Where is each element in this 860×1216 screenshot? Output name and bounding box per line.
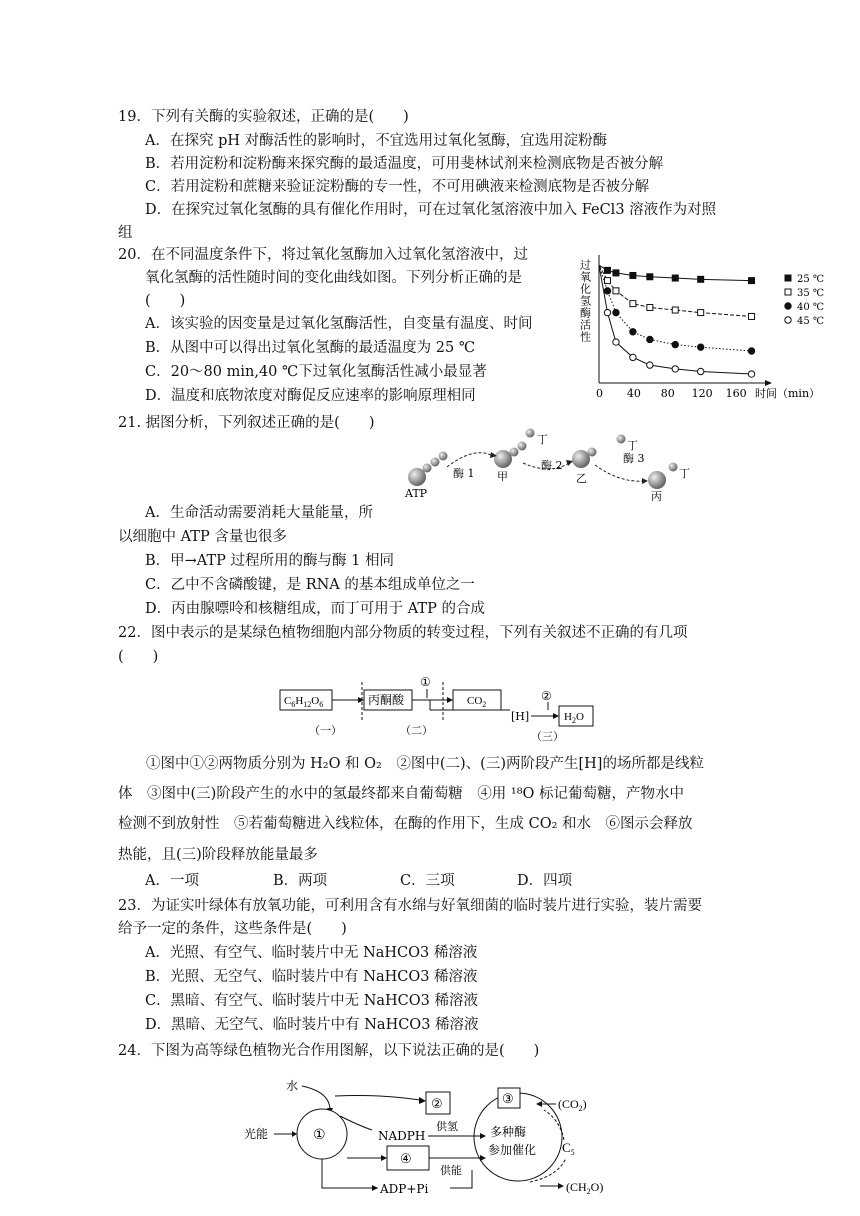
- q19-option-d: D．在探究过氧化氢酶的具有催化作用时，可在过氧化氢溶液中加入 FeCl3 溶液作为对照: [145, 202, 717, 218]
- q20-stem-2: 氧化氢酶的活性随时间的变化曲线如图。下列分析正确的是: [145, 270, 522, 286]
- label-light: 光能: [244, 1127, 269, 1141]
- label-enzyme-3: 酶 3: [623, 452, 645, 465]
- label-water: 水: [286, 1079, 299, 1093]
- q23-option-d: D．黑暗、无空气、临时装片中有 NaHCO3 稀溶液: [145, 1017, 479, 1033]
- data-point: [748, 371, 754, 377]
- q22-option-b: B．两项: [273, 873, 328, 889]
- data-point: [672, 307, 678, 313]
- q22-stem-1: 22．图中表示的是某绿色植物细胞内部分物质的转变过程，下列有关叙述不正确的有几项: [118, 625, 688, 641]
- data-point: [749, 278, 755, 284]
- q22-para-2: 体 ③图中(三)阶段产生的水中的氢最终都来自葡萄糖 ④用 ¹⁸O 标记葡萄糖，产物水中: [118, 786, 685, 802]
- stage-1-label: （一）: [309, 724, 342, 737]
- label-ding-3: 丁: [679, 467, 690, 480]
- data-point: [630, 272, 636, 278]
- q22-option-a: A．一项: [145, 873, 199, 889]
- q21-option-b: B．甲→ATP 过程所用的酶与酶 1 相同: [145, 553, 394, 569]
- q21-option-d: D．丙由腺嘌呤和核糖组成，而丁可用于 ATP 的合成: [145, 601, 485, 617]
- legend-label: 35 ℃: [797, 288, 825, 299]
- data-point: [613, 270, 619, 276]
- data-point: [697, 344, 703, 350]
- legend-marker: [785, 303, 791, 309]
- q22-option-c: C．三项: [400, 873, 455, 889]
- q19-option-a: A．在探究 pH 对酶活性的影响时，不宜选用过氧化氢酶，宜选用淀粉酶: [145, 133, 608, 149]
- q21-stem: 21. 据图分析，下列叙述正确的是( ): [118, 415, 375, 431]
- data-point: [647, 336, 653, 342]
- data-point: [647, 274, 653, 280]
- label-c5: $C_5$: [562, 1140, 575, 1157]
- q23-option-a: A．光照、有空气、临时装片中无 NaHCO3 稀溶液: [145, 945, 478, 961]
- data-point: [697, 368, 703, 374]
- q19-stem: 19．下列有关酶的实验叙述，正确的是( ): [118, 109, 409, 125]
- jia-ball: [494, 450, 512, 468]
- label-enzyme-1: 酶 1: [453, 467, 475, 480]
- data-point: [672, 275, 678, 281]
- label-h: [H]: [511, 710, 530, 723]
- legend-label: 40 ℃: [797, 302, 825, 313]
- data-point: [630, 354, 636, 360]
- label-nadph: NADPH: [378, 1129, 426, 1143]
- q21-option-c: C．乙中不含磷酸键，是 RNA 的基本组成单位之一: [145, 577, 475, 593]
- circled-2: ②: [541, 689, 552, 703]
- data-point: [698, 276, 704, 282]
- box-2: ②: [431, 1097, 443, 1112]
- q20-stem-1: 20．在不同温度条件下，将过氧化氢酶加入过氧化氢溶液中，过: [118, 247, 528, 263]
- q19-option-c: C．若用淀粉和蔗糖来验证淀粉酶的专一性，不可用碘液来检测底物是否被分解: [145, 179, 650, 195]
- data-point: [613, 288, 619, 294]
- label-supply-e: 供能: [440, 1164, 462, 1177]
- data-point: [604, 267, 610, 273]
- q22-para-4: 热能，且(三)阶段释放能量最多: [118, 847, 318, 863]
- label-yi: 乙: [576, 472, 587, 485]
- box-3: ③: [502, 1092, 514, 1107]
- circle-1: ①: [313, 1127, 326, 1143]
- stage-3-label: （三）: [531, 730, 564, 742]
- data-point: [672, 341, 678, 347]
- data-point: [672, 366, 678, 372]
- data-point: [647, 304, 653, 310]
- stage-2-label: （二）: [400, 724, 433, 737]
- respiration-diagram: [275, 672, 615, 742]
- label-ding-2: 丁: [627, 439, 638, 452]
- chart-ylabel: 过氧化氢酶活性: [578, 259, 592, 343]
- q22-para-3: 检测不到放射性 ⑤若葡萄糖进入线粒体，在酶的作用下，生成 CO₂ 和水 ⑥图示会释放: [118, 816, 693, 832]
- box-pyruvate: 丙酮酸: [368, 693, 405, 707]
- label-enzyme-2: 酶 2: [541, 459, 563, 472]
- x-tick-label: 120: [691, 387, 713, 400]
- label-ding-1: 丁: [537, 433, 548, 446]
- legend-label: 25 ℃: [797, 274, 825, 285]
- q19-option-b: B．若用淀粉和淀粉酶来探究酶的最适温度，可用斐林试剂来检测底物是否被分解: [145, 156, 664, 172]
- label-catalysis: 参加催化: [488, 1143, 537, 1157]
- q19-option-d-cont: 组: [118, 225, 133, 241]
- box-4: ④: [400, 1152, 412, 1167]
- label-co2: $(CO_2)$: [558, 1097, 587, 1113]
- yi-ball: [572, 450, 590, 468]
- label-enzymes: 多种酶: [490, 1125, 527, 1139]
- data-point: [604, 278, 610, 284]
- box-h2o: $H_2O$: [564, 711, 584, 725]
- legend-label: 45 ℃: [797, 316, 825, 327]
- q20-stem-3: ( ): [145, 293, 186, 309]
- photosynthesis-diagram: [240, 1070, 620, 1210]
- data-point: [630, 301, 636, 307]
- q22-para-1: ①图中①②两物质分别为 H₂O 和 O₂ ②图中(二)、(三)两阶段产生[H]的场所都是线粒: [146, 756, 704, 772]
- x-tick-label: 80: [660, 387, 675, 400]
- data-point: [698, 310, 704, 316]
- atp-adenosine-ball: [408, 468, 426, 486]
- box-co2: $CO_2$: [467, 695, 487, 709]
- data-point: [647, 362, 653, 368]
- label-bing: 丙: [651, 490, 662, 503]
- q20-option-c: C．20～80 min,40 ℃下过氧化氢酶活性减小最显著: [145, 364, 487, 380]
- q23-option-c: C．黑暗、有空气、临时装片中无 NaHCO3 稀溶液: [145, 993, 478, 1009]
- circled-1: ①: [420, 675, 431, 689]
- legend-marker: [785, 275, 791, 281]
- x-tick-label: 0: [596, 387, 603, 400]
- q24-stem: 24．下图为高等绿色植物光合作用图解，以下说法正确的是( ): [118, 1043, 540, 1059]
- data-point: [749, 313, 755, 319]
- data-point: [613, 339, 619, 345]
- x-tick-label: 160: [725, 387, 747, 400]
- box-glucose: $C_6H_{12}O_6$: [284, 695, 324, 709]
- q21-option-a-cont: 以细胞中 ATP 含量也很多: [118, 529, 287, 545]
- q22-stem-2: ( ): [118, 649, 159, 665]
- data-point: [630, 329, 636, 335]
- data-point: [748, 348, 754, 354]
- atp-hydrolysis-diagram: [395, 425, 705, 510]
- q23-stem-2: 给予一定的条件，这些条件是( ): [118, 921, 347, 937]
- label-adp: ADP+Pi: [380, 1182, 429, 1196]
- label-atp: ATP: [405, 487, 428, 500]
- data-point: [604, 288, 610, 294]
- chart-xlabel: 时间（min）: [755, 387, 821, 400]
- label-supply-h: 供氢: [436, 1120, 458, 1133]
- legend-marker: [785, 317, 791, 323]
- q20-option-a: A．该实验的因变量是过氧化氢酶活性，自变量有温度、时间: [145, 316, 533, 332]
- x-tick-label: 40: [626, 387, 641, 400]
- label-ch2o: $(CH_2O)$: [566, 1180, 604, 1196]
- q23-option-b: B．光照、无空气、临时装片中有 NaHCO3 稀溶液: [145, 969, 478, 985]
- data-point: [613, 309, 619, 315]
- q20-option-b: B．从图中可以得出过氧化氢酶的最适温度为 25 ℃: [145, 340, 476, 356]
- q22-option-d: D．四项: [517, 873, 573, 889]
- enzyme-activity-chart: [575, 245, 835, 405]
- legend-marker: [785, 289, 791, 295]
- q20-option-d: D．温度和底物浓度对酶促反应速率的影响原理相同: [145, 388, 476, 404]
- bing-ball: [648, 471, 666, 489]
- data-point: [604, 309, 610, 315]
- q23-stem-1: 23．为证实叶绿体有放氧功能，可利用含有水绵与好氧细菌的临时装片进行实验，装片需要: [118, 898, 702, 914]
- label-jia: 甲: [497, 470, 508, 483]
- q21-option-a: A．生命活动需要消耗大量能量，所: [145, 505, 373, 521]
